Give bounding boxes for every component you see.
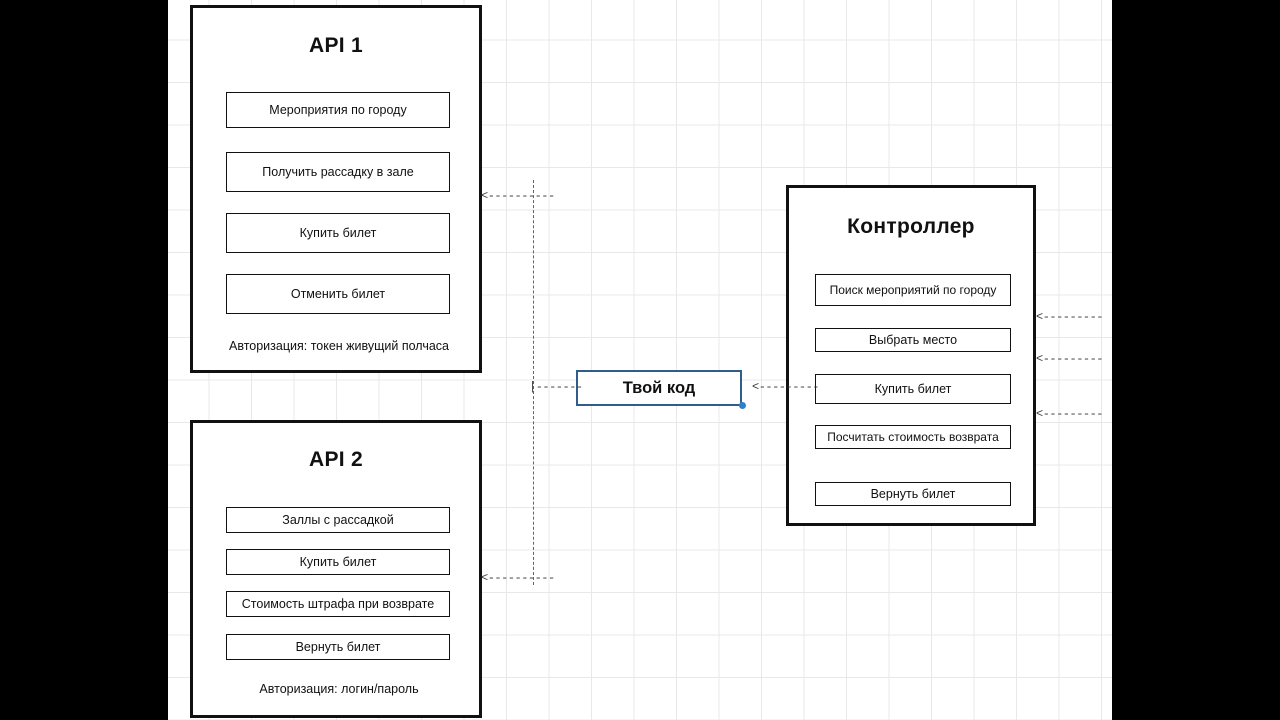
connector-lifeline-to-code: |-------	[529, 380, 583, 394]
arrow-controller-right-2: <---------	[1036, 407, 1104, 421]
controller-item-4[interactable]: Вернуть билет	[815, 482, 1011, 506]
controller-item-2[interactable]: Купить билет	[815, 374, 1011, 404]
controller-item-3[interactable]: Посчитать стоимость возврата	[815, 425, 1011, 449]
controller-item-1[interactable]: Выбрать место	[815, 328, 1011, 352]
api1-item-3[interactable]: Отменить билет	[226, 274, 450, 314]
api2-item-0[interactable]: Заллы с рассадкой	[226, 507, 450, 533]
arrow-api1-top: <----------	[481, 189, 555, 203]
resize-handle-bottom-right[interactable]	[739, 402, 746, 409]
api2-item-1[interactable]: Купить билет	[226, 549, 450, 575]
api1-item-2[interactable]: Купить билет	[226, 213, 450, 253]
controller-title: Контроллер	[847, 215, 975, 238]
your-code-box[interactable]	[576, 370, 742, 406]
api2-title: API 2	[308, 448, 364, 471]
arrow-controller-to-code: <---------	[752, 380, 820, 394]
arrow-controller-right-0: <---------	[1036, 310, 1104, 324]
diagram-canvas	[168, 0, 1112, 720]
api1-box[interactable]	[190, 5, 482, 373]
api2-box[interactable]	[190, 420, 482, 718]
controller-box[interactable]	[786, 185, 1036, 526]
api2-auth-note: Авторизация: логин/пароль	[259, 682, 419, 696]
api1-title: API 1	[308, 34, 364, 57]
your-code-label: Твой код	[622, 378, 696, 397]
api2-item-2[interactable]: Стоимость штрафа при возврате	[226, 591, 450, 617]
controller-item-0[interactable]: Поиск мероприятий по городу	[815, 274, 1011, 306]
arrow-api2-bottom: <----------	[481, 571, 555, 585]
api1-auth-note: Авторизация: токен живущий полчаса	[228, 339, 449, 353]
api1-item-1[interactable]: Получить рассадку в зале	[226, 152, 450, 192]
arrow-controller-right-1: <---------	[1036, 352, 1104, 366]
api2-item-3[interactable]: Вернуть билет	[226, 634, 450, 660]
api1-item-0[interactable]: Мероприятия по городу	[226, 92, 450, 128]
